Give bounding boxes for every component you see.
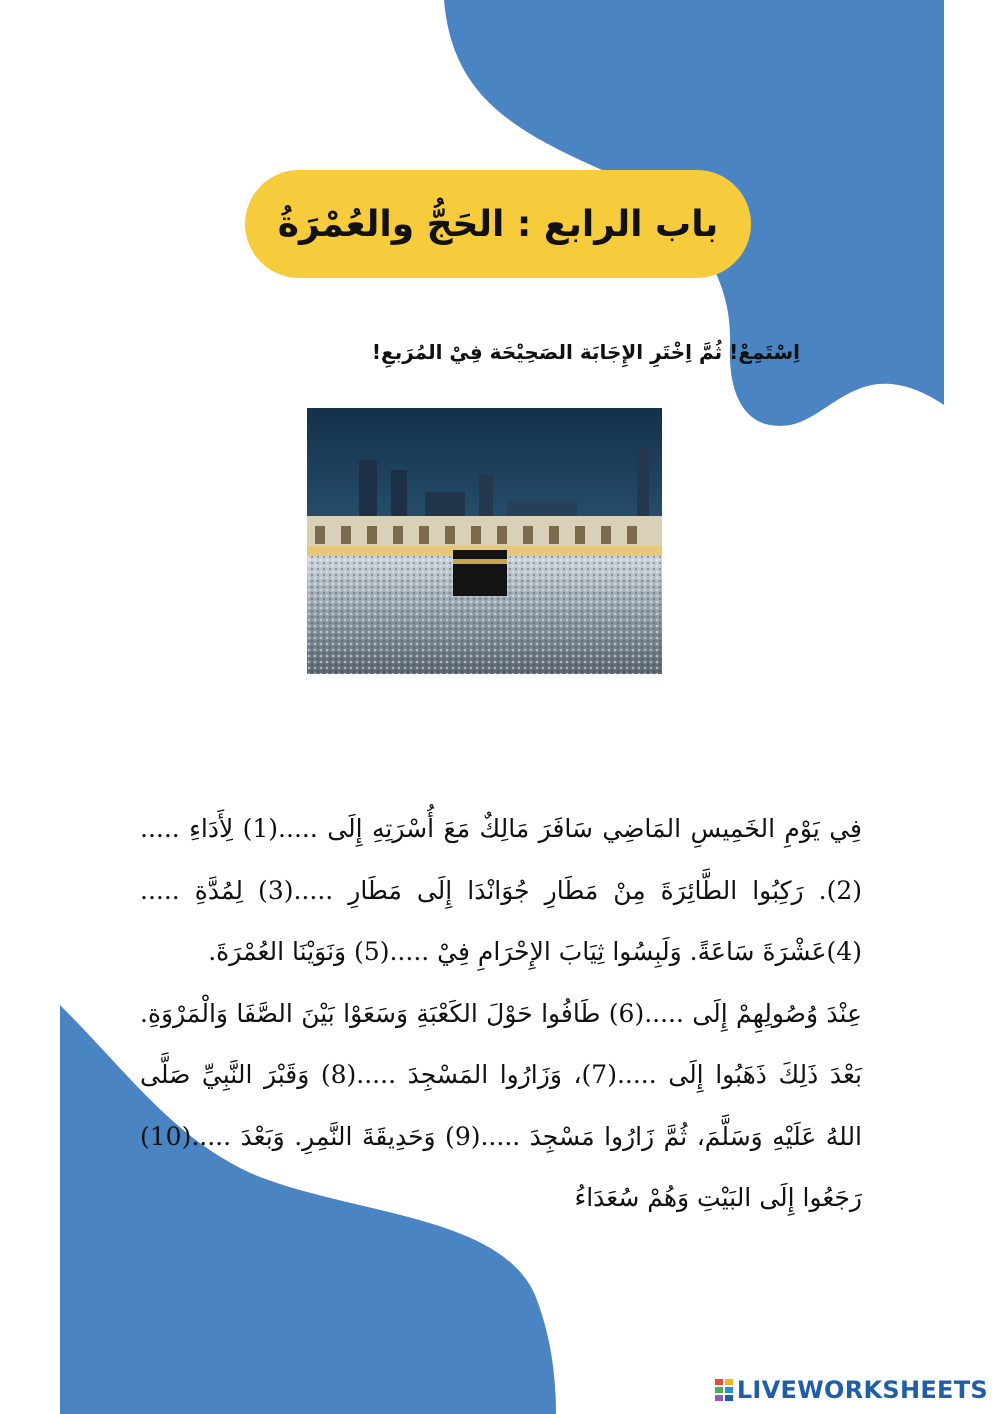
reading-passage <box>140 798 862 1229</box>
title-banner <box>245 170 751 278</box>
brand-name: LIVEWORKSHEETS <box>736 1376 988 1404</box>
passage-paragraph-1: فِي يَوْمِ الخَمِيسِ المَاضِي سَافَرَ مَالِكٌ مَعَ أُسْرَتِهِ إِلَى .....(1) لِأَدَاءِ .....(2). رَكِبُوا الطَّائِرَةَ مِنْ مَطَارِ جُوَانْدَا إِلَى مَطَارِ .....(3) لِمُدَّةِ .....(4)عَشْرَةَ سَاعَةً. وَلَبِسُوا ثِيَابَ الإِحْرَامِ فِيْ .....(5) وَنَوَيْنَا العُمْرَةَ. <box>140 814 863 966</box>
kaaba-photo <box>307 408 662 674</box>
liveworksheets-logo <box>715 1372 988 1408</box>
passage-paragraph-2: عِنْدَ وُصُولِهِمْ إِلَى .....(6) طَافُوا حَوْلَ الكَعْبَةِ وَسَعَوْا بَيْنَ الصَّفَا وَالْمَرْوَةِ. بَعْدَ ذَلِكَ ذَهَبُوا إِلَى .....(7)، وَزَارُوا المَسْجِدَ .....(8) وَقَبْرَ النَّبِيِّ صَلَّى اللهُ عَلَيْهِ وَسَلَّمَ، ثُمَّ زَارُوا مَسْجِدَ .....(9) وَحَدِيقَةَ النَّمِرِ. وَبَعْدَ .....(10) رَجَعُوا إِلَى البَيْتِ وَهُمْ سُعَدَاءُ <box>140 998 863 1212</box>
liveworksheets-icon <box>715 1379 733 1401</box>
instruction-text: اِسْتَمِعْ! ثُمَّ اِخْتَرِ الإِجَابَة الصَحِيْحَة فِيْ المُرَبعِ! <box>371 340 800 364</box>
page-title: باب الرابع : الحَجُّ والعُمْرَةُ <box>277 203 719 245</box>
